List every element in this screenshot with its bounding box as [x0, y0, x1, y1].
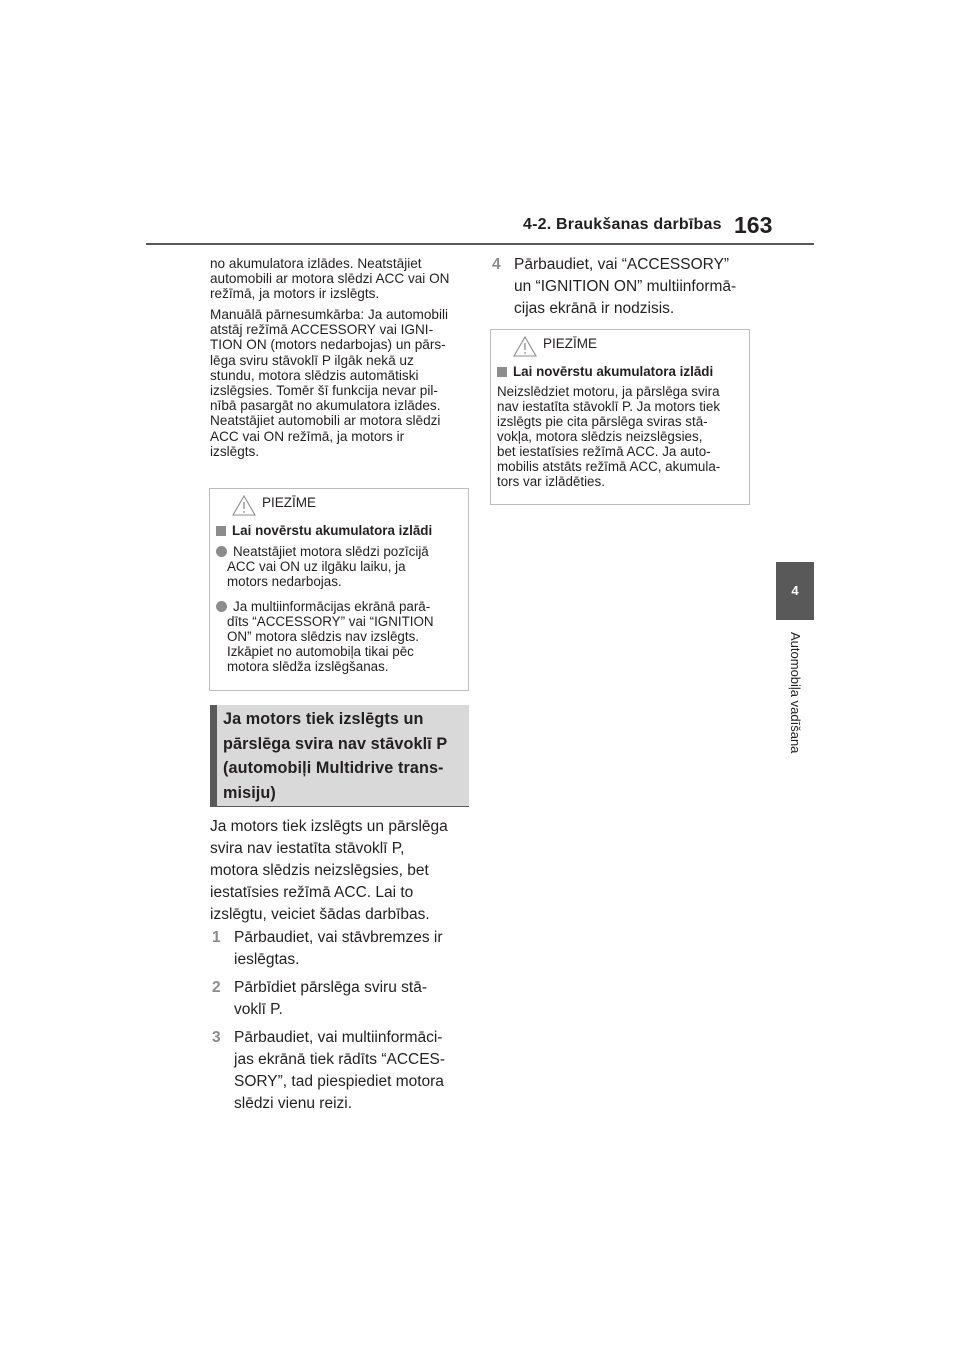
- notice-item: [216, 599, 466, 674]
- text-line: Manuālā pārnesumkārba: Ja automobili: [210, 307, 449, 322]
- notice-subheading-text: Lai novērstu akumulatora izlādi: [232, 523, 433, 538]
- text-line: motora slēdzis neizslēgsies, bet: [210, 862, 429, 879]
- step-number: 1: [212, 929, 221, 946]
- notice-box-right: [490, 329, 750, 505]
- text-line: motors nedarbojas.: [227, 574, 342, 589]
- text-line: nav iestatīta stāvoklī P. Ja motors tiek: [497, 399, 721, 414]
- text-line: Neatstājiet automobili ar motora slēdzi: [210, 413, 441, 429]
- text-line: ieslēgtas.: [234, 951, 300, 968]
- header-rule: [146, 243, 814, 245]
- chapter-label: Automobiļa vadīšana: [788, 632, 803, 754]
- warning-icon: [232, 495, 256, 516]
- notice-box-left: [209, 488, 469, 691]
- text-line: TION ON (motors nedarbojas) un pārs-: [210, 337, 446, 353]
- text-line: svira nav iestatīta stāvoklī P,: [210, 840, 405, 857]
- text-line: Pārbīdiet pārslēga sviru stā-: [234, 979, 427, 996]
- warning-icon: [513, 336, 537, 357]
- text-line: Izkāpiet no automobiļa tikai pēc: [227, 644, 414, 659]
- step-number: 4: [492, 256, 501, 273]
- text-line: iestatīsies režīmā ACC. Lai to: [210, 884, 414, 901]
- text-line: Ja multiinformācijas ekrānā parā-: [233, 599, 431, 614]
- notice-item: [216, 544, 466, 589]
- text-line: Pārbaudiet, vai stāvbremzes ir: [234, 929, 443, 946]
- heading-line: Ja motors tiek izslēgts un: [223, 710, 424, 728]
- text-line: tors var izlādēties.: [497, 474, 605, 489]
- text-line: jas ekrānā tiek rādīts “ACCES-: [234, 1051, 446, 1068]
- intro-paragraph: [210, 816, 472, 926]
- notice-subheading: [216, 523, 466, 538]
- circle-bullet-icon: [216, 546, 227, 557]
- notice-subheading-text: Lai novērstu akumulatora izlādi: [513, 364, 714, 379]
- step-4: [492, 254, 762, 320]
- text-line: izslēgts pie cita pārslēga sviras stā-: [497, 414, 708, 429]
- section-heading: [210, 705, 469, 807]
- text-line: lēga sviru stāvoklī P ilgāk nekā uz: [210, 352, 414, 368]
- text-line: motora slēdža izslēgšanas.: [227, 659, 389, 674]
- text-line: Ja motors tiek izslēgts un pārslēga: [210, 818, 448, 835]
- square-bullet-icon: [497, 367, 507, 377]
- square-bullet-icon: [216, 526, 226, 536]
- text-line: izslēgtu, veiciet šādas darbības.: [210, 906, 430, 923]
- text-line: voklī P.: [234, 1001, 283, 1018]
- text-line: ACC vai ON režīmā, ja motors ir: [210, 428, 405, 444]
- page-number: 163: [734, 212, 773, 238]
- heading-line: (automobiļi Multidrive trans-: [223, 759, 444, 777]
- heading-line: pārslēga svira nav stāvoklī P: [223, 734, 448, 753]
- text-line: SORY”, tad piespiediet motora: [234, 1073, 444, 1090]
- text-line: Neatstājiet motora slēdzi pozīcijā: [233, 544, 429, 559]
- text-line: no akumulatora izlādes. Neatstājiet: [210, 256, 422, 271]
- text-line: izslēgsies. Tomēr šī funkcija nevar pil-: [210, 383, 438, 399]
- notice-subheading: [497, 364, 747, 379]
- heading-line: misiju): [223, 783, 276, 802]
- text-line: automobili ar motora slēdzi ACC vai ON: [210, 271, 450, 287]
- text-line: nībā pasargāt no akumulatora izlādes.: [210, 398, 441, 414]
- text-line: režīmā, ja motors ir izslēgts.: [210, 286, 380, 302]
- text-line: Pārbaudiet, vai “ACCESSORY”: [514, 256, 730, 273]
- text-line: cijas ekrānā ir nodzisis.: [514, 300, 675, 317]
- text-line: ON” motora slēdzis nav izslēgts.: [227, 629, 419, 644]
- text-line: stundu, motora slēdzis automātiski: [210, 367, 419, 383]
- chapter-tab[interactable]: 4: [776, 562, 814, 620]
- text-line: Pārbaudiet, vai multiinformāci-: [234, 1029, 443, 1046]
- notice-body: [497, 384, 747, 489]
- text-line: un “IGNITION ON” multiinformā-: [514, 278, 737, 295]
- text-line: slēdzi vienu reizi.: [234, 1095, 353, 1112]
- text-line: bet iestatīsies režīmā ACC. Ja auto-: [497, 444, 711, 459]
- text-line: mobilis atstāts režīmā ACC, akumula-: [497, 459, 721, 474]
- text-line: Neizslēdziet motoru, ja pārslēga svira: [497, 384, 720, 399]
- step-number: 2: [212, 979, 221, 996]
- text-line: ACC vai ON uz ilgāku laiku, ja: [227, 559, 406, 574]
- notice-header: [491, 330, 749, 360]
- paragraph-manual-transmission: [210, 307, 472, 459]
- step-number: 3: [212, 1029, 221, 1046]
- step-3: [212, 1027, 472, 1115]
- notice-title: PIEZĪME: [543, 336, 598, 351]
- section-title: 4-2. Braukšanas darbības: [523, 216, 722, 233]
- circle-bullet-icon: [216, 601, 227, 612]
- notice-title: PIEZĪME: [262, 495, 317, 510]
- text-line: dīts “ACCESSORY” vai “IGNITION: [227, 614, 434, 629]
- step-2: [212, 977, 472, 1021]
- step-1: [212, 927, 472, 971]
- text-line: atstāj režīmā ACCESSORY vai IGNI-: [210, 322, 434, 338]
- paragraph-battery: [210, 256, 472, 302]
- notice-header: [210, 489, 468, 519]
- text-line: izslēgts.: [210, 443, 260, 459]
- text-line: vokļa, motora slēdzis neizslēgsies,: [497, 429, 703, 444]
